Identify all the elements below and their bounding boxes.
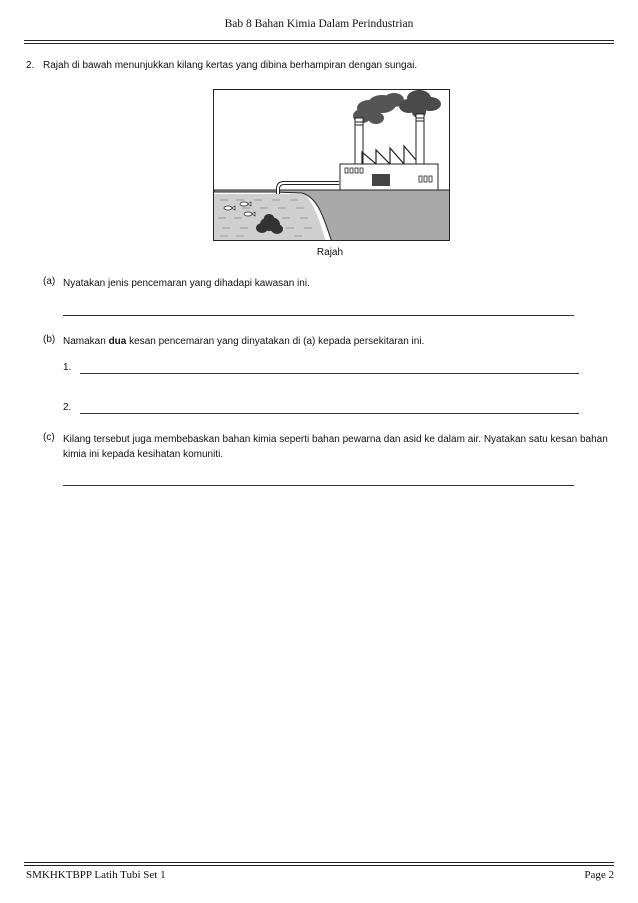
part-b-text-before: Namakan [63, 336, 109, 347]
answer-line-b1[interactable] [80, 373, 579, 374]
answer-line-c[interactable] [63, 485, 574, 486]
part-b-text-bold: dua [108, 336, 127, 347]
footer-source: SMKHKTBPP Latih Tubi Set 1 [26, 869, 166, 881]
factory-roof [362, 146, 416, 164]
chimney-right [416, 114, 424, 164]
header-divider-thin [24, 43, 614, 44]
question-text: Rajah di bawah menunjukkan kilang kertas yang dibina berhampiran dengan sungai. [43, 60, 418, 71]
part-a-text: Nyatakan jenis pencemaran yang dihadapi kawasan ini. [63, 278, 310, 289]
footer-divider [24, 862, 614, 863]
page-header-title: Bab 8 Bahan Kimia Dalam Perindustrian [224, 18, 414, 30]
part-b-text-after: kesan pencemaran yang dinyatakan di (a) kepada persekitaran ini. [126, 336, 425, 347]
answer-line-b2[interactable] [80, 413, 579, 414]
part-c-label: (c) [43, 432, 55, 443]
part-b-item-1-label: 1. [63, 362, 72, 373]
part-b-label: (b) [43, 334, 56, 345]
header-divider [24, 40, 614, 41]
footer-divider-thin [24, 865, 614, 866]
factory-river-illustration [213, 89, 450, 241]
figure-caption: Rajah [316, 247, 344, 258]
part-c-text: Kilang tersebut juga membebaskan bahan kimia seperti bahan pewarna dan asid ke dalam air. Nyatakan satu kesan bahan kimia ini kepada kesihatan komuniti. [63, 434, 608, 460]
question-number: 2. [26, 60, 35, 71]
answer-line-a[interactable] [63, 315, 574, 316]
factory-door [372, 174, 390, 186]
part-b-text [63, 334, 618, 349]
page-number: Page 2 [584, 869, 614, 881]
part-b-item-2-label: 2. [63, 402, 72, 413]
part-a-label: (a) [43, 276, 56, 287]
